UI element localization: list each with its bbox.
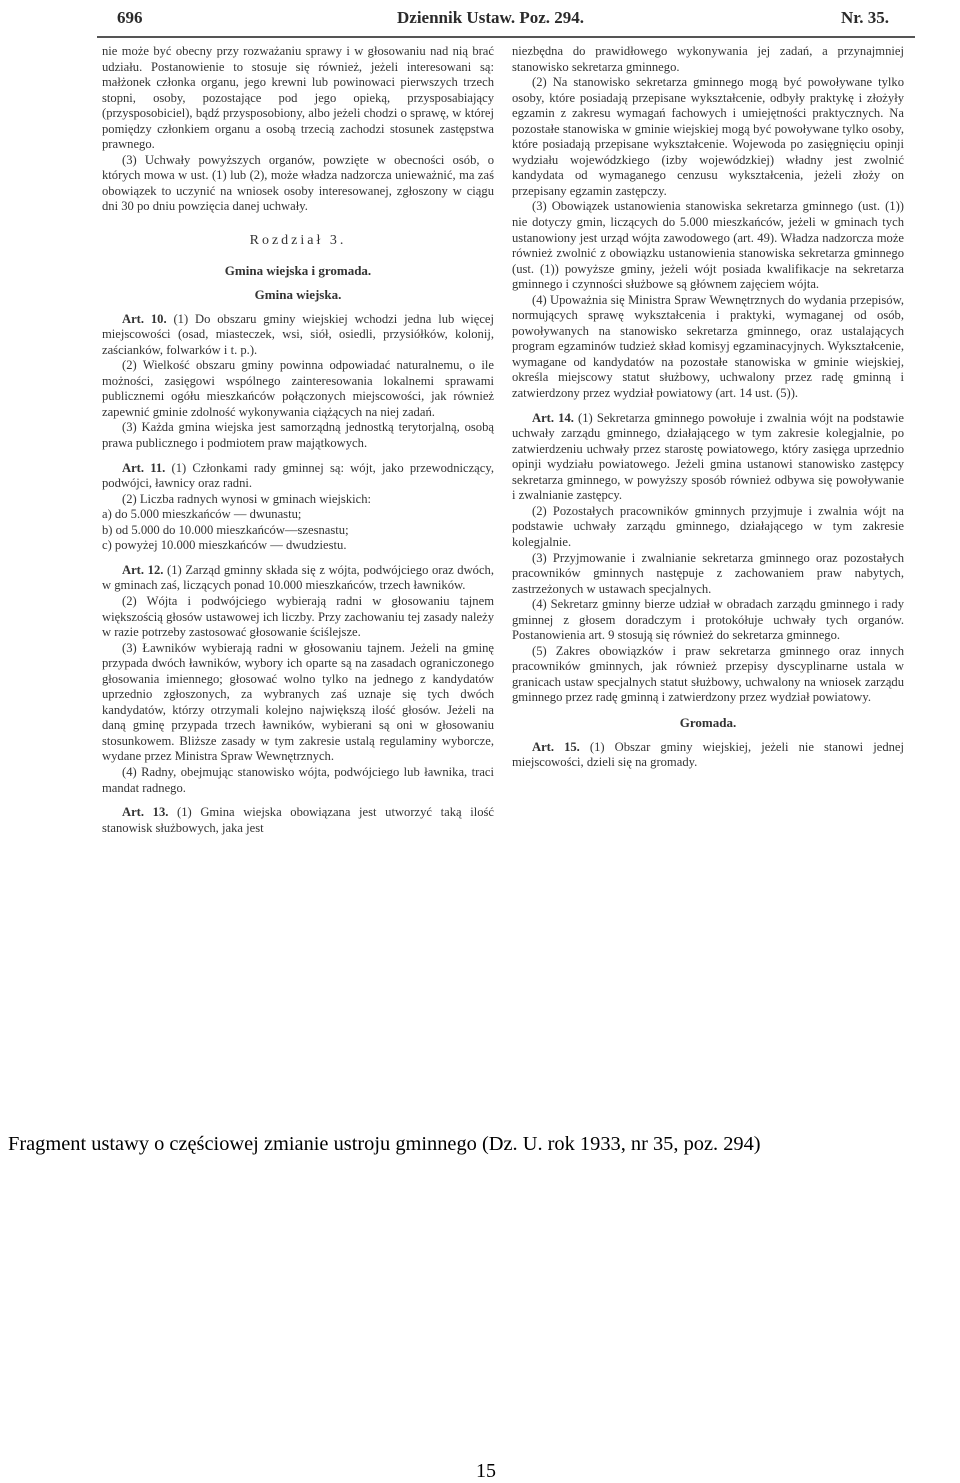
header-rule <box>97 36 915 38</box>
article-label: Art. 12. <box>122 562 164 577</box>
article-paragraph <box>102 461 494 492</box>
section-title: Gromada. <box>679 714 737 730</box>
paragraph: (5) Zakres obowiązków i praw sekretarza gminnego oraz innych pracowników gminnych, jak również przepisy dyscyplinarne ustala w granicach ustaw specjalnych statut służbowy, uchwalony na wniosek zarządu gminnego przez radę gminną i zatwierdzony przez wydział powiatowy. <box>512 643 904 705</box>
paragraph: (3) Każda gmina wiejska jest samorządną jednostką terytorjalną, osobą prawa publicznego i podmiotem praw majątkowych. <box>102 420 494 451</box>
right-column <box>512 44 904 771</box>
chapter-heading: Rozdział 3. <box>249 233 347 249</box>
article-paragraph <box>512 740 904 771</box>
article-label: Art. 15. <box>532 739 580 754</box>
header-issue-number: Nr. 35. <box>840 8 889 27</box>
page-number: 15 <box>476 1460 496 1482</box>
scanned-page <box>97 0 915 1118</box>
article-paragraph <box>102 805 494 836</box>
paragraph: niezbędna do prawidłowego wykonywania jej zadań, a przynajmniej stanowisko sekretarza gminnego. <box>512 44 904 74</box>
section-title: Gmina wiejska. <box>254 287 342 303</box>
paragraph: (4) Sekretarz gminny bierze udział w obradach zarządu gminnego i rady gminnej z głosem doradczym i protokółuje uchwały tych organów. Postanowienia art. 9 stosują się również do sekretarza gminnego. <box>512 597 904 643</box>
chapter-title: Gmina wiejska i gromada. <box>224 262 372 278</box>
list-item: b) od 5.000 do 10.000 mieszkańców—szesnastu; <box>102 522 349 537</box>
article-paragraph <box>102 563 494 594</box>
article-label: Art. 10. <box>122 311 167 326</box>
article-text: (1) Do obszaru gminy wiejskiej wchodzi jedna lub więcej miejscowości (osad, miasteczek, wsi, siół, osiedli, przysiółków, kolonij, zaścianków, folwarków i t. p.). <box>102 311 494 357</box>
article-text: (1) Gmina wiejska obowiązana jest utworzyć taką ilość stanowisk służbowych, jaka jest <box>102 805 495 835</box>
paragraph: (2) Wójta i podwójciego wybierają radni w głosowaniu tajnem większością głosów ustawowej ich liczby. Przy zachowaniu tej zasady należy w razie potrzeby zastosować głosowanie ściślejsze. <box>102 593 494 640</box>
paragraph: nie może być obecny przy rozważaniu sprawy i w głosowaniu nad nią brać udziału. Postanowienie to stosuje się również, jeżeli interesowani są: małżonek członka organu, jego krewni lub powinowaci pierwszych trzech stopni, osoby, pozostające pod jego opieką, przysposabiający (przysposobiciel), bądź przysposobiony, albo jeżeli chodzi o sprawę, w której pomiędzy członkiem organu a osobą trzecią zachodzi stosunek zastępstwa prawnego. <box>102 44 494 152</box>
paragraph: (3) Uchwały powyższych organów, powzięte w obecności osób, o których mowa w ust. (1) lub (2), może władza nadzorcza unieważnić, ma zaś obowiązek to uczynić na wniosek osoby interesowanej, zgłoszony w ciągu dni 30 po dniu powzięcia danej uchwały. <box>102 152 494 214</box>
paragraph: (3) Ławników wybierają radni w głosowaniu tajnem. Jeżeli na gminę przypada dwóch ławników, wybory ich oparte są na zasadach ograniczonego głosowania imiennego; głosować wolno tylko na jednego z kandydatów uprzednio zgłoszonych, za wybranych zaś uznaje się tych dwóch kandydatów, którzy otrzymali kolejno największą ilość głosów. Jeżeli na daną gminę przypada trzech ławników, wybierani są oni w głosowaniu stosunkowem. Bliższe zasady w tym zakresie ustalą regulaminy wyborcze, wydane przez Ministra Spraw Wewnętrznych. <box>102 640 494 764</box>
article-label: Art. 11. <box>122 460 166 475</box>
paragraph: (2) Pozostałych pracowników gminnych przyjmuje i zwalnia wójt na podstawie uchwały zarządu gminnego, działającego w tym zakresie kolegjalnie. <box>512 503 904 549</box>
list-item: a) do 5.000 mieszkańców — dwunastu; <box>102 507 302 522</box>
paragraph: (2) Wielkość obszaru gminy powinna odpowiadać naturalnemu, o ile możności, zasięgowi wspólnego zainteresowania lokalnemi sprawami publicznemi ogółu mieszkańców połączonych miejscowości, jak również zapewnić gminie zdolność wykonywania ciążących na niej zadań. <box>102 358 494 419</box>
article-text: (1) Obszar gminy wiejskiej, jeżeli nie stanowi jednej miejscowości, dzieli się na gromady. <box>512 739 905 770</box>
paragraph: (3) Obowiązek ustanowienia stanowiska sekretarza gminnego (ust. (1)) nie dotyczy gmin, liczących do 5.000 mieszkańców, jeżeli w gminach tych ustanowiony jest urząd wójta zawodowego (art. 49). Władza nadzorcza może również zwolnić z obowiązku ustanowienia stanowiska sekretarza gminnego (ust. (1)) powyższe gminy, jeżeli wójt posiada kwalifikacje na sekretarza gminnego i czynności służbowe są głównem zajęciem wójta. <box>512 199 904 292</box>
article-text: (1) Członkami rady gminnej są: wójt, jako przewodniczący, podwójci, ławnicy oraz radni. <box>102 460 494 491</box>
article-label: Art. 13. <box>122 805 169 820</box>
paragraph: (2) Liczba radnych wynosi w gminach wiejskich: <box>122 491 372 506</box>
article-label: Art. 14. <box>532 410 574 425</box>
left-column <box>102 44 494 836</box>
paragraph: (4) Upoważnia się Ministra Spraw Wewnętrznych do wydania przepisów, normujących sprawę wykształcenia i praktyki, wymaganej od osób, powoływanych na stanowisko sekretarza gminnego, oraz ustalających program egzaminów tudzież skład komisyj egzaminacyjnych. Wykształcenie, wymagane od kandydatów na pozostałe stanowiska w gminie wiejskiej, określa miejscowy statut służbowy, uchwalony przez radę gminną i zatwierdzony przez wydział powiatowy (art. 14 ust. (5)). <box>512 292 904 401</box>
header-journal-title: Dziennik Ustaw. Poz. 294. <box>397 8 584 27</box>
article-paragraph <box>102 312 494 359</box>
header-page-number: 696 <box>117 8 143 27</box>
list-item: c) powyżej 10.000 mieszkańców — dwudziestu. <box>102 538 347 553</box>
article-text: (1) Zarząd gminny składa się z wójta, podwójciego oraz dwóch, w gminach zaś, liczących ponad 10.000 mieszkańców, trzech ławników. <box>102 562 494 593</box>
paragraph: (3) Przyjmowanie i zwalnianie sekretarza gminnego oraz pozostałych pracowników gminnych następuje z zachowaniem praw nabytych, zastrzeżonych w ustawach specjalnych. <box>512 550 904 596</box>
article-text: (1) Sekretarza gminnego powołuje i zwalnia wójt na podstawie uchwały zarządu gminnego, działającego w tym zakresie kolegjalnie, po zatwierdzeniu uchwały przez starostę powiatowego, który zasięga uprzednio opinji wydziału powiatowego. Jeżeli gmina ustanowi stanowisko zastępcy sekretarza gminnego, w powyższy sposób również odbywa się powoływanie i zwalnianie zastępcy. <box>512 410 904 503</box>
paragraph: (4) Radny, obejmując stanowisko wójta, podwójciego lub ławnika, traci mandat radnego. <box>102 764 494 795</box>
paragraph: (2) Na stanowisko sekretarza gminnego mogą być powoływane tylko osoby, które posiadają przepisane wykształcenie, odbyły praktykę i złożyły egzamin z zakresu wymagań fachowych i umiejętności praktycznych. Na pozostałe stanowiska w gminie wiejskiej mogą być powoływane tylko osoby, które posiadają przepisane wykształcenie. Wojewoda po zasięgnięciu opinji wydziału wojewódzkiego (izby wojewódzkiej) władny jest zwolnić kandydata od wymaganego cenzusu wykształcenia, jeżeli złoży on przepisany egzamin zastępczy. <box>512 75 904 198</box>
figure-caption: Fragment ustawy o częściowej zmianie ustroju gminnego (Dz. U. rok 1933, nr 35, poz. 294) <box>8 1133 761 1155</box>
article-paragraph <box>512 411 904 504</box>
